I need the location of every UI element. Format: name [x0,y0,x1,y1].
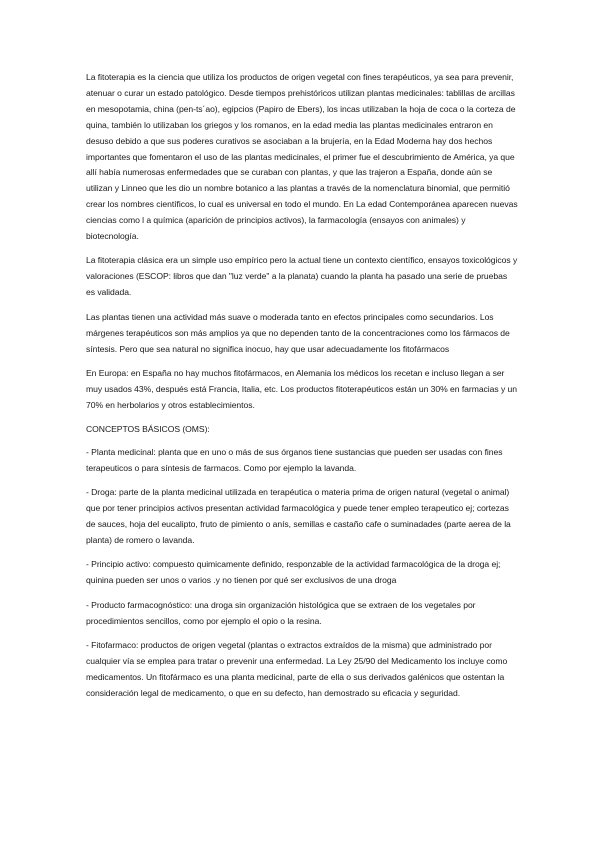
document-page [86,70,518,710]
definition-drug: - Droga: parte de la planta medicinal utilizada en terapéutica o materia prima de origen natural (vegetal o animal) que por tener principios activos presentan actividad farmacológica y puede tener empleo terapeutico ej; cortezas de sauces, hoja del eucalipto, fruto de pimiento o anís, semillas e castaño cafe o suminadades (parte aerea de la planta) de romero o lavanda. [86,487,511,546]
definition-active-principle: - Principio activo: compuesto quimicamente definido, responzable de la actividad farmacológica de la droga ej; quinina pueden ser unos o varios .y no tienen por qué ser exclusivos de una droga [86,559,501,586]
definition-pharmacognostic-product: - Producto farmacognóstico: una droga sin organización histológica que se extraen de los vegetales por procedimientos sencillos, como por ejemplo el opio o la resina. [86,599,476,626]
paragraph-classic-phytotherapy: La fitoterapia clásica era un simple uso empírico pero la actual tiene un contexto científico, ensayos toxicológicos y valoraciones (ESCOP: libros que dan "luz verde" a la planata) cuando la planta ha pasado una serie de pruebas es validada. [86,255,518,298]
paragraph-europe: En Europa: en España no hay muchos fitofármacos, en Alemania los médicos los recetan e incluso llegan a ser muy usados 43%, después está Francia, Italia, etc. Los productos fitoterapéuticos están un 30% en farmacias y un 70% en herbolarios y otros establecimientos. [86,367,518,410]
paragraph-intro: La fitoterapia es la ciencia que utiliza los productos de origen vegetal con fines terapéuticos, ya sea para prevenir, atenuar o curar un estado patológico. Desde tiempos prehistóricos utilizan plantas medicinales: tablillas de arcillas en mesopotamia, china (pen-ts´ao), egipcios (Papiro de Ebers), los incas utilizaban la hoja de coca o la corteza de quina, también lo utilizaban los griegos y los romanos, en la edad media las plantas medicinales entraron en desuso debido a que sus poderes curativos se asociaban a la brujería, en la Edad Moderna hay dos hechos importantes que fomentaron el uso de las plantas medicinales, el primer fue el descubrimiento de América, ya que allí había numerosas enfermedades que se curaban con plantas, y que las trajeron a España, donde aún se utilizan y Linneo que les dio un nombre botanico a las plantas a través de la nomenclatura binomial, que permitió crear los nombres científicos, lo cual es universal en todo el mundo. En La edad Contemporánea aparecen nuevas ciencias como l a química (aparición de principios activos), la farmacología (ensayos con animales) y biotecnología. [86,72,518,242]
definition-phytopharmaceutical: - Fitofarmaco: productos de origen vegetal (plantas o extractos extraídos de la misma) que administrado por cualquier vía se emplea para tratar o prevenir una enfermedad. La Ley 25/90 del Medicamento los incluye como medicamentos. Un fitofármaco es una planta medicinal, parte de ella o sus derivados galénicos que ostentan la consideración legal de medicamento, o que en su defecto, han demostrado su eficacia y seguridad. [86,640,508,698]
section-heading-basic-concepts: CONCEPTOS BÁSICOS (OMS): [86,424,210,435]
paragraph-plant-activity: Las plantas tienen una actividad más suave o moderada tanto en efectos principales como secundarios. Los márgenes terapéuticos son más amplios ya que no dependen tanto de la concentraciones como los fármacos de síntesis. Pero que sea natural no significa inocuo, hay que usar adecuadamente los fitofármacos [86,311,510,354]
definition-medicinal-plant: - Planta medicinal: planta que en uno o más de sus órganos tiene sustancias que pueden ser usadas con fines terapeuticos o para síntesis de farmacos. Como por ejemplo la lavanda. [86,447,503,473]
